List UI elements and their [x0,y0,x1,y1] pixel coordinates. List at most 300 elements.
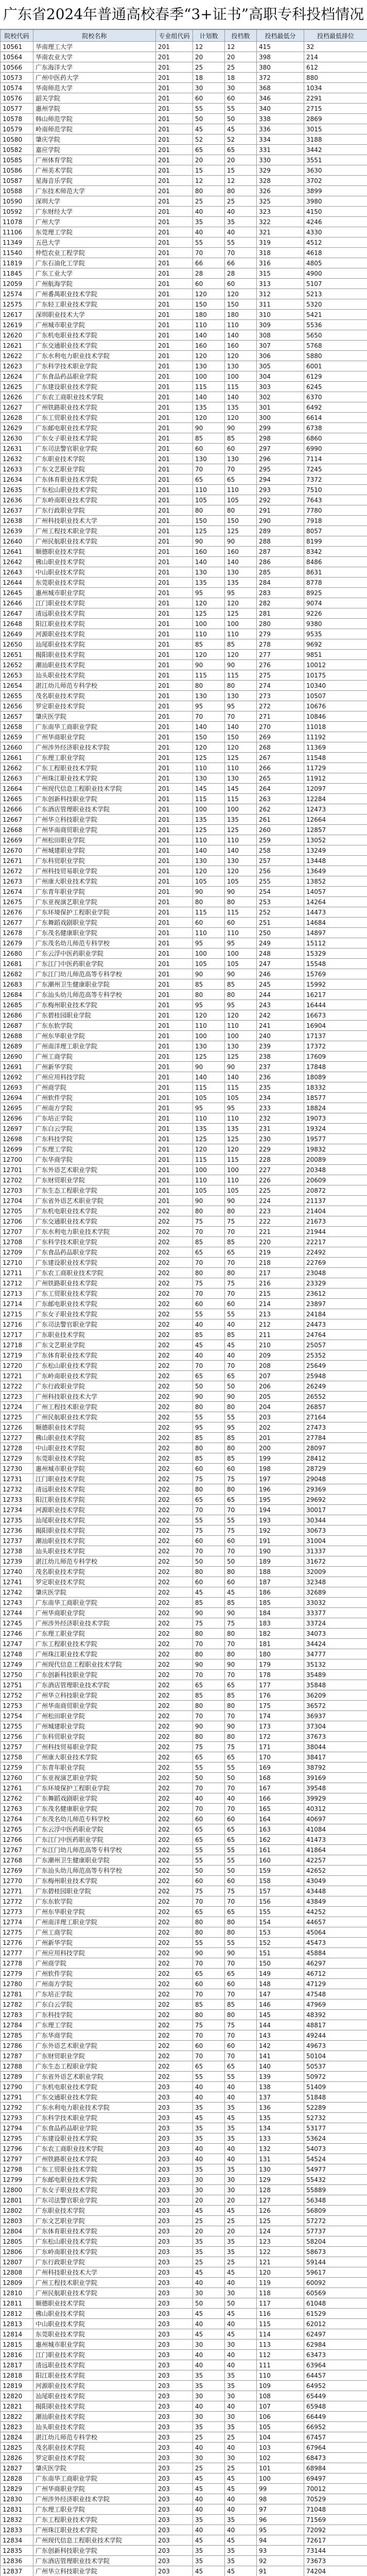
table-cell: 40 [225,2443,257,2453]
table-cell: 52289 [304,2103,367,2113]
table-cell: 203 [156,2504,193,2515]
table-cell: 29048 [304,1474,367,1484]
table-cell: 39929 [304,1793,367,1804]
table-cell: 35 [225,2164,257,2175]
table-cell: 85 [225,1598,257,1608]
table-cell: 181 [257,1639,304,1649]
table-cell: 40 [225,1319,257,1330]
table-cell: 22769 [304,1258,367,1268]
table-cell: 广州南方学院 [33,1979,156,1989]
table-cell: 19324 [304,1124,367,1134]
table-cell: 清远职业技术学院 [33,2360,156,2370]
table-cell: 110 [225,835,257,845]
table-cell: 186 [257,1587,304,1598]
table-cell: 广州城建职业学院 [33,845,156,856]
table-cell: 135 [193,815,225,825]
table-body [1,42,367,2576]
table-cell: 9226 [304,608,367,619]
table-cell: 12719 [1,1350,33,1361]
table-row [1,268,367,279]
table-cell: 10175 [304,670,367,681]
table-cell: 201 [156,969,193,979]
table-cell: 202 [156,1948,193,1958]
table-cell: 广东体育职业技术学院 [33,474,156,485]
table-cell: 12795 [1,2133,33,2144]
table-cell: 90 [225,660,257,670]
table-row [1,1165,367,1175]
table-cell: 湛江幼儿师范专科学校 [33,681,156,691]
table-cell: 45 [193,2113,225,2123]
table-cell: 85 [193,639,225,650]
table-cell: 18824 [304,1103,367,1113]
table-cell: 80 [193,1701,225,1711]
table-cell: 184 [257,1608,304,1618]
table-cell: 12775 [1,1927,33,1938]
table-cell: 广州华南商贸职业学院 [33,1701,156,1711]
table-cell: 15 [225,165,257,176]
table-cell: 70 [225,1896,257,1907]
table-cell: 60 [193,1876,225,1886]
table-row [1,588,367,598]
table-cell: 12622 [1,351,33,361]
table-cell: 91 [257,2566,304,2576]
table-row [1,42,367,52]
table-cell: 12752 [1,1690,33,1701]
table-cell: 140 [225,1072,257,1082]
table-cell: 50 [193,1866,225,1876]
table-cell: 广东科学技术职业学院 [33,2113,156,2123]
table-cell: 60 [225,1979,257,1989]
table-cell: 12811 [1,2298,33,2309]
table-row [1,2463,367,2473]
table-cell: 27784 [304,1433,367,1443]
table-cell: 24184 [304,1309,367,1319]
table-cell: 12815 [1,2340,33,2350]
table-cell: 202 [156,1608,193,1618]
table-cell: 广东茂名幼儿师范专科学校 [33,938,156,948]
table-cell: 131 [257,2154,304,2164]
table-cell: 23897 [304,1299,367,1309]
table-cell: 12645 [1,588,33,598]
table-cell: 12790 [1,2082,33,2092]
table-cell: 201 [156,413,193,423]
table-cell: 201 [156,1010,193,1021]
table-cell: 44252 [304,1907,367,1917]
table-cell: 50 [193,114,225,124]
table-row [1,2082,367,2092]
table-row [1,1402,367,1412]
table-cell: 35 [193,2133,225,2144]
table-cell: 清远职业技术学院 [33,608,156,619]
table-cell: 广州科技职业技术大学 [33,2267,156,2278]
table-cell: 12766 [1,1835,33,1845]
table-cell: 225 [257,1185,304,1196]
table-cell: 广州现代信息工程职业技术学院 [33,784,156,794]
table-cell: 45 [193,2329,225,2340]
table-cell: 85 [193,1453,225,1464]
table-cell: 100 [193,619,225,629]
table-cell: 28412 [304,1453,367,1464]
table-cell: 202 [156,1350,193,1361]
table-cell: 70 [193,1804,225,1814]
table-cell: 12653 [1,670,33,681]
table-cell: 12716 [1,1319,33,1330]
table-cell: 202 [156,1742,193,1752]
table-cell: 3980 [304,196,367,207]
table-cell: 227 [257,1165,304,1175]
table-cell: 201 [156,73,193,83]
table-cell: 201 [156,382,193,392]
table-row [1,444,367,454]
table-cell: 广东江门幼儿师范高等专科学校 [33,969,156,979]
table-cell: 广州应用科技学院 [33,1948,156,1958]
table-row [1,1289,367,1299]
table-cell: 60 [225,444,257,454]
table-cell: 广东省外语艺术职业学院 [33,1196,156,1206]
table-cell: 140 [193,392,225,402]
table-cell: 202 [156,1289,193,1299]
table-cell: 201 [156,299,193,310]
table-cell: 110 [193,629,225,639]
table-cell: 140 [257,2061,304,2072]
table-cell: 201 [156,42,193,52]
table-row [1,918,367,928]
table-cell: 3188 [304,134,367,145]
table-cell: 41864 [304,1845,367,1855]
table-cell: 12743 [1,1598,33,1608]
table-cell: 3015 [304,124,367,134]
table-cell: 202 [156,1237,193,1247]
table-cell: 4512 [304,238,367,248]
table-cell: 210 [257,1340,304,1350]
table-cell: 31004 [304,1536,367,1546]
table-cell: 203 [156,2144,193,2154]
table-cell: 62497 [304,2329,367,2340]
table-cell: 64457 [304,2370,367,2381]
table-cell: 11729 [304,763,367,773]
table-cell: 广州铁路职业技术学院 [33,2154,156,2164]
table-cell: 广东水利电力职业技术学院 [33,2103,156,2113]
table-cell: 12684 [1,990,33,1000]
table-cell: 202 [156,1216,193,1227]
table-row [1,413,367,423]
table-cell: 202 [156,1721,193,1732]
table-cell: 广东酒店管理职业技术学院 [33,2556,156,2566]
table-cell: 144 [257,2020,304,2030]
table-cell: 16217 [304,990,367,1000]
table-cell: 71048 [304,2504,367,2515]
table-cell: 201 [156,835,193,845]
table-cell: 12742 [1,1587,33,1598]
table-cell: 97 [257,2504,304,2515]
table-cell: 27164 [304,1412,367,1422]
table-cell: 202 [156,1752,193,1762]
table-row [1,1855,367,1866]
table-cell: 30 [193,2288,225,2298]
table-cell: 85 [225,1237,257,1247]
table-row [1,93,367,104]
table-cell: 70 [193,1639,225,1649]
table-cell: 12713 [1,1289,33,1299]
table-cell: 41473 [304,1835,367,1845]
table-cell: 20 [225,155,257,165]
table-cell: 60569 [304,2288,367,2298]
table-row [1,238,367,248]
table-cell: 201 [156,845,193,856]
table-cell: 203 [156,2422,193,2432]
table-cell: 40697 [304,1814,367,1824]
table-cell: 201 [156,83,193,93]
table-cell: 40 [193,227,225,238]
table-cell: 127 [257,2195,304,2206]
table-cell: 62012 [304,2319,367,2329]
table-cell: 58673 [304,2247,367,2257]
table-cell: 20 [193,155,225,165]
table-cell: 202 [156,1227,193,1237]
table-cell: 115 [225,907,257,918]
table-cell: 12737 [1,1536,33,1546]
table-cell: 广东交通职业技术学院 [33,341,156,351]
table-cell: 25 [225,62,257,73]
table-cell: 110 [225,928,257,938]
table-cell: 54073 [304,2144,367,2154]
table-cell: 201 [156,1144,193,1155]
table-cell: 201 [156,619,193,629]
table-cell: 170 [257,1752,304,1762]
table-cell: 54524 [304,2154,367,2164]
table-row [1,1835,367,1845]
table-cell: 202 [156,1402,193,1412]
table-cell: 70 [225,1958,257,1969]
table-cell: 311 [257,299,304,310]
table-cell: 75 [193,1526,225,1536]
table-row [1,1711,367,1721]
table-cell: 广东科贸职业学院 [33,856,156,866]
table-row [1,495,367,505]
table-cell: 202 [156,1268,193,1278]
table-cell: 125 [225,1052,257,1062]
table-cell: 广东汕头幼儿师范高等专科学校 [33,1866,156,1876]
table-cell: 130 [225,773,257,784]
table-cell: 25 [193,2463,225,2473]
table-cell: 203 [156,2432,193,2443]
table-cell: 广东食品药品职业学院 [33,2123,156,2133]
table-cell: 中山职业技术学院 [33,1443,156,1453]
table-cell: 阳江职业技术学院 [33,2370,156,2381]
table-cell: 12758 [1,1752,33,1762]
table-cell: 12701 [1,1165,33,1175]
table-cell: 146 [257,1999,304,2010]
table-cell: 85 [193,433,225,444]
table-cell: 202 [156,1206,193,1216]
table-cell: 70 [193,248,225,258]
table-cell: 潮汕职业技术学院 [33,660,156,670]
table-cell: 201 [156,1062,193,1072]
table-header-row [1,30,367,42]
table-row [1,1361,367,1371]
table-row [1,2206,367,2216]
table-cell: 202 [156,1845,193,1855]
table-cell: 12784 [1,2020,33,2030]
table-cell: 201 [156,62,193,73]
table-cell: 60092 [304,2278,367,2288]
table-cell: 华南理工大学 [33,42,156,52]
table-cell: 35 [225,2556,257,2566]
table-cell: 273 [257,691,304,701]
table-cell: 汕尾职业技术学院 [33,2391,156,2401]
table-cell: 11912 [304,773,367,784]
table-row [1,2391,367,2401]
table-cell: 12654 [1,681,33,691]
table-cell: 105 [225,1185,257,1196]
table-cell: 75 [225,1886,257,1896]
table-cell: 65 [193,1495,225,1505]
table-cell: 202 [156,1412,193,1422]
table-cell: 12792 [1,2103,33,2113]
table-cell: 15769 [304,969,367,979]
table-cell: 广东文艺职业学院 [33,1340,156,1350]
table-cell: 65 [225,1752,257,1762]
table-cell: 广东舞蹈戏剧职业学院 [33,1793,156,1804]
table-cell: 202 [156,1629,193,1639]
table-cell: 203 [156,2453,193,2463]
table-cell: 90 [225,1721,257,1732]
table-cell: 19073 [304,1113,367,1124]
table-cell: 广东华商学院 [33,2030,156,2041]
table-cell: 18 [193,73,225,83]
table-cell: 56348 [304,2195,367,2206]
table-cell: 80 [193,681,225,691]
table-cell: 203 [156,2185,193,2195]
table-cell: 39169 [304,1773,367,1783]
table-cell: 东莞职业技术学院 [33,1453,156,1464]
table-row [1,2340,367,2350]
table-cell: 5320 [304,299,367,310]
table-cell: 75 [225,1278,257,1289]
table-cell: 45 [193,2566,225,2576]
table-row [1,2236,367,2247]
table-cell: 55 [225,104,257,114]
table-cell: 130 [193,773,225,784]
table-cell: 55 [193,1938,225,1948]
table-cell: 30 [193,2412,225,2422]
table-cell: 201 [156,691,193,701]
table-cell: 203 [156,2525,193,2535]
table-cell: 201 [156,207,193,217]
table-row [1,1319,367,1330]
table-cell: 201 [156,547,193,557]
table-cell: 40 [193,2494,225,2504]
table-cell: 广东邮电职业技术学院 [33,423,156,433]
table-cell: 96 [257,2515,304,2525]
table-cell: 66952 [304,2422,367,2432]
table-cell: 23329 [304,1278,367,1289]
table-cell: 326 [257,186,304,196]
table-cell: 110 [225,763,257,773]
table-cell: 269 [257,732,304,742]
table-row [1,1556,367,1567]
table-cell: 45 [225,2267,257,2278]
table-row [1,1381,367,1392]
table-cell: 203 [156,2494,193,2504]
table-cell: 47548 [304,1989,367,1999]
table-cell: 95 [193,588,225,598]
table-cell: 广东岭南职业技术学院 [33,1371,156,1381]
table-cell: 110 [225,1021,257,1031]
table-cell: 35 [193,2381,225,2391]
table-cell: 35 [193,2164,225,2175]
table-cell: 160 [225,341,257,351]
table-cell: 95 [193,1422,225,1433]
table-cell: 广东岭南职业技术学院 [33,495,156,505]
table-cell: 65 [225,1680,257,1690]
table-cell: 12641 [1,547,33,557]
table-row [1,681,367,691]
table-cell: 147 [257,1989,304,1999]
table-cell: 100 [193,371,225,382]
table-cell: 130 [225,1041,257,1052]
table-cell: 80 [193,1484,225,1495]
table-cell: 12691 [1,1062,33,1072]
table-cell: 202 [156,1556,193,1567]
table-cell: 12771 [1,1886,33,1896]
table-cell: 14684 [304,918,367,928]
table-cell: 95 [225,1422,257,1433]
table-cell: 6860 [304,433,367,444]
table-cell: 85 [225,1999,257,2010]
table-cell: 235 [257,1082,304,1093]
table-cell: 305 [257,361,304,371]
table-cell: 80 [193,1268,225,1278]
table-cell: 12818 [1,2370,33,2381]
table-cell: 55 [225,1309,257,1319]
table-cell: 29692 [304,1495,367,1505]
table-row [1,1453,367,1464]
table-cell: 45 [193,2535,225,2546]
page-title: 广东省2024年普通高校春季“3+证书”高职专科投档情况 [0,0,367,29]
table-cell: 85 [193,1690,225,1701]
table-cell: 120 [225,289,257,299]
table-cell: 203 [156,2195,193,2206]
table-cell: 40 [225,1793,257,1804]
table-cell: 12756 [1,1732,33,1742]
table-cell: 257 [257,856,304,866]
table-cell: 江门职业技术学院 [33,598,156,608]
table-row [1,784,367,794]
table-cell: 65 [193,1835,225,1845]
table-row [1,1505,367,1515]
table-cell: 河源职业技术学院 [33,2381,156,2391]
table-cell: 105 [193,495,225,505]
table-cell: 7245 [304,464,367,474]
table-row [1,804,367,815]
table-cell: 202 [156,1783,193,1793]
table-cell: 203 [156,2133,193,2144]
table-cell: 广州涉外经济职业技术学院 [33,2494,156,2504]
table-cell: 14057 [304,887,367,897]
table-cell: 55 [225,1762,257,1773]
table-cell: 广州番禺职业技术学院 [33,289,156,299]
table-cell: 140 [193,1072,225,1082]
table-cell: 70 [225,1258,257,1268]
table-cell: 226 [257,1175,304,1185]
table-cell: 65 [193,145,225,155]
table-cell: 45 [225,2484,257,2494]
table-cell: 158 [257,1876,304,1886]
table-cell: 11548 [304,753,367,763]
table-row [1,1680,367,1690]
table-cell: 广州珠江职业技术学院 [33,1649,156,1659]
